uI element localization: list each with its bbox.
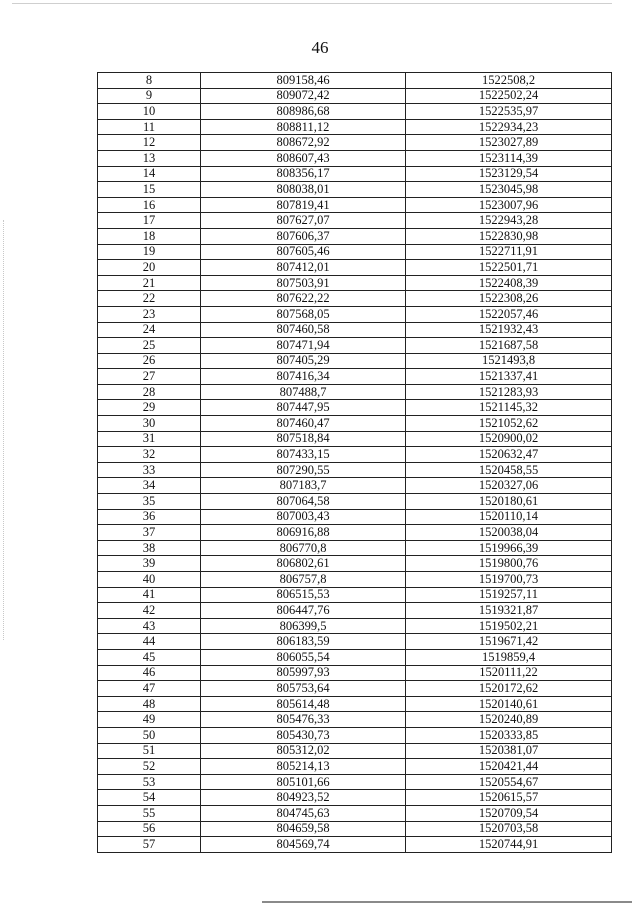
point-number-cell: 23	[98, 306, 201, 322]
x-coordinate-cell: 806802,61	[201, 556, 406, 572]
point-number-cell: 45	[98, 649, 201, 665]
x-coordinate-cell: 806183,59	[201, 634, 406, 650]
y-coordinate-cell: 1520111,22	[406, 665, 612, 681]
x-coordinate-cell: 807416,34	[201, 369, 406, 385]
table-row	[98, 774, 612, 790]
y-coordinate-cell: 1522501,71	[406, 260, 612, 276]
x-coordinate-cell: 807460,47	[201, 416, 406, 432]
x-coordinate-cell: 809158,46	[201, 73, 406, 89]
x-coordinate-cell: 807433,15	[201, 447, 406, 463]
x-coordinate-cell: 807518,84	[201, 431, 406, 447]
table-row	[98, 384, 612, 400]
x-coordinate-cell: 808356,17	[201, 166, 406, 182]
coordinates-table	[97, 72, 612, 853]
point-number-cell: 9	[98, 88, 201, 104]
point-number-cell: 49	[98, 712, 201, 728]
x-coordinate-cell: 805476,33	[201, 712, 406, 728]
x-coordinate-cell: 805614,48	[201, 696, 406, 712]
y-coordinate-cell: 1522535,97	[406, 104, 612, 120]
table-row	[98, 213, 612, 229]
point-number-cell: 55	[98, 805, 201, 821]
x-coordinate-cell: 806399,5	[201, 618, 406, 634]
table-row	[98, 509, 612, 525]
x-coordinate-cell: 805997,93	[201, 665, 406, 681]
y-coordinate-cell: 1519859,4	[406, 649, 612, 665]
table-row	[98, 805, 612, 821]
y-coordinate-cell: 1520333,85	[406, 727, 612, 743]
point-number-cell: 13	[98, 150, 201, 166]
y-coordinate-cell: 1521145,32	[406, 400, 612, 416]
point-number-cell: 37	[98, 525, 201, 541]
point-number-cell: 50	[98, 727, 201, 743]
x-coordinate-cell: 806055,54	[201, 649, 406, 665]
point-number-cell: 10	[98, 104, 201, 120]
point-number-cell: 26	[98, 353, 201, 369]
y-coordinate-cell: 1522502,24	[406, 88, 612, 104]
point-number-cell: 20	[98, 260, 201, 276]
point-number-cell: 30	[98, 416, 201, 432]
table-row	[98, 665, 612, 681]
x-coordinate-cell: 807606,37	[201, 228, 406, 244]
table-row	[98, 837, 612, 853]
x-coordinate-cell: 807064,58	[201, 494, 406, 510]
y-coordinate-cell: 1522943,28	[406, 213, 612, 229]
x-coordinate-cell: 805312,02	[201, 743, 406, 759]
table-row	[98, 150, 612, 166]
x-coordinate-cell: 807488,7	[201, 384, 406, 400]
table-row	[98, 369, 612, 385]
x-coordinate-cell: 807568,05	[201, 306, 406, 322]
table-row	[98, 416, 612, 432]
y-coordinate-cell: 1521337,41	[406, 369, 612, 385]
x-coordinate-cell: 806757,8	[201, 572, 406, 588]
point-number-cell: 54	[98, 790, 201, 806]
x-coordinate-cell: 805430,73	[201, 727, 406, 743]
y-coordinate-cell: 1520703,58	[406, 821, 612, 837]
y-coordinate-cell: 1520554,67	[406, 774, 612, 790]
x-coordinate-cell: 807471,94	[201, 338, 406, 354]
y-coordinate-cell: 1523129,54	[406, 166, 612, 182]
table-row	[98, 540, 612, 556]
y-coordinate-cell: 1519321,87	[406, 603, 612, 619]
table-row	[98, 275, 612, 291]
table-row	[98, 462, 612, 478]
point-number-cell: 43	[98, 618, 201, 634]
point-number-cell: 11	[98, 119, 201, 135]
point-number-cell: 22	[98, 291, 201, 307]
point-number-cell: 29	[98, 400, 201, 416]
point-number-cell: 19	[98, 244, 201, 260]
x-coordinate-cell: 807460,58	[201, 322, 406, 338]
x-coordinate-cell: 806770,8	[201, 540, 406, 556]
table-row	[98, 338, 612, 354]
x-coordinate-cell: 807183,7	[201, 478, 406, 494]
y-coordinate-cell: 1522508,2	[406, 73, 612, 89]
table-row	[98, 88, 612, 104]
x-coordinate-cell: 808038,01	[201, 182, 406, 198]
table-row	[98, 306, 612, 322]
point-number-cell: 15	[98, 182, 201, 198]
y-coordinate-cell: 1520421,44	[406, 759, 612, 775]
table-row	[98, 649, 612, 665]
point-number-cell: 53	[98, 774, 201, 790]
table-row	[98, 478, 612, 494]
y-coordinate-cell: 1523027,89	[406, 135, 612, 151]
coordinates-table-body	[98, 73, 612, 853]
table-row	[98, 244, 612, 260]
point-number-cell: 47	[98, 681, 201, 697]
y-coordinate-cell: 1519502,21	[406, 618, 612, 634]
table-row	[98, 618, 612, 634]
table-row	[98, 572, 612, 588]
table-row	[98, 556, 612, 572]
point-number-cell: 38	[98, 540, 201, 556]
point-number-cell: 18	[98, 228, 201, 244]
point-number-cell: 52	[98, 759, 201, 775]
y-coordinate-cell: 1521687,58	[406, 338, 612, 354]
x-coordinate-cell: 807622,22	[201, 291, 406, 307]
point-number-cell: 41	[98, 587, 201, 603]
point-number-cell: 32	[98, 447, 201, 463]
y-coordinate-cell: 1523007,96	[406, 197, 612, 213]
table-row	[98, 603, 612, 619]
x-coordinate-cell: 805753,64	[201, 681, 406, 697]
table-row	[98, 681, 612, 697]
y-coordinate-cell: 1520172,62	[406, 681, 612, 697]
y-coordinate-cell: 1520744,91	[406, 837, 612, 853]
table-row	[98, 743, 612, 759]
x-coordinate-cell: 808986,68	[201, 104, 406, 120]
point-number-cell: 56	[98, 821, 201, 837]
point-number-cell: 40	[98, 572, 201, 588]
table-row	[98, 634, 612, 650]
left-margin-dots	[3, 220, 4, 640]
table-row	[98, 73, 612, 89]
y-coordinate-cell: 1520709,54	[406, 805, 612, 821]
y-coordinate-cell: 1522830,98	[406, 228, 612, 244]
x-coordinate-cell: 807412,01	[201, 260, 406, 276]
point-number-cell: 34	[98, 478, 201, 494]
table-row	[98, 135, 612, 151]
point-number-cell: 39	[98, 556, 201, 572]
table-row	[98, 400, 612, 416]
x-coordinate-cell: 807003,43	[201, 509, 406, 525]
y-coordinate-cell: 1522408,39	[406, 275, 612, 291]
y-coordinate-cell: 1520240,89	[406, 712, 612, 728]
y-coordinate-cell: 1523114,39	[406, 150, 612, 166]
y-coordinate-cell: 1519966,39	[406, 540, 612, 556]
y-coordinate-cell: 1523045,98	[406, 182, 612, 198]
y-coordinate-cell: 1520458,55	[406, 462, 612, 478]
x-coordinate-cell: 807627,07	[201, 213, 406, 229]
x-coordinate-cell: 807819,41	[201, 197, 406, 213]
point-number-cell: 25	[98, 338, 201, 354]
point-number-cell: 21	[98, 275, 201, 291]
point-number-cell: 17	[98, 213, 201, 229]
point-number-cell: 48	[98, 696, 201, 712]
y-coordinate-cell: 1520180,61	[406, 494, 612, 510]
point-number-cell: 16	[98, 197, 201, 213]
y-coordinate-cell: 1521493,8	[406, 353, 612, 369]
y-coordinate-cell: 1522711,91	[406, 244, 612, 260]
y-coordinate-cell: 1520900,02	[406, 431, 612, 447]
y-coordinate-cell: 1520140,61	[406, 696, 612, 712]
table-row	[98, 759, 612, 775]
top-edge-line	[12, 3, 612, 4]
x-coordinate-cell: 807290,55	[201, 462, 406, 478]
table-row	[98, 727, 612, 743]
point-number-cell: 28	[98, 384, 201, 400]
table-row	[98, 322, 612, 338]
table-row	[98, 696, 612, 712]
y-coordinate-cell: 1520615,57	[406, 790, 612, 806]
table-row	[98, 291, 612, 307]
table-row	[98, 260, 612, 276]
table-row	[98, 447, 612, 463]
table-row	[98, 431, 612, 447]
y-coordinate-cell: 1519257,11	[406, 587, 612, 603]
x-coordinate-cell: 805101,66	[201, 774, 406, 790]
table-row	[98, 587, 612, 603]
table-row	[98, 228, 612, 244]
x-coordinate-cell: 804659,58	[201, 821, 406, 837]
point-number-cell: 57	[98, 837, 201, 853]
y-coordinate-cell: 1522934,23	[406, 119, 612, 135]
table-row	[98, 494, 612, 510]
point-number-cell: 42	[98, 603, 201, 619]
point-number-cell: 46	[98, 665, 201, 681]
y-coordinate-cell: 1522057,46	[406, 306, 612, 322]
table-row	[98, 712, 612, 728]
table-row	[98, 353, 612, 369]
y-coordinate-cell: 1520038,04	[406, 525, 612, 541]
point-number-cell: 27	[98, 369, 201, 385]
table-row	[98, 166, 612, 182]
x-coordinate-cell: 806447,76	[201, 603, 406, 619]
x-coordinate-cell: 807605,46	[201, 244, 406, 260]
x-coordinate-cell: 804923,52	[201, 790, 406, 806]
y-coordinate-cell: 1520327,06	[406, 478, 612, 494]
point-number-cell: 12	[98, 135, 201, 151]
x-coordinate-cell: 804745,63	[201, 805, 406, 821]
y-coordinate-cell: 1519800,76	[406, 556, 612, 572]
table-row	[98, 182, 612, 198]
table-row	[98, 197, 612, 213]
bottom-edge-line	[262, 901, 632, 903]
y-coordinate-cell: 1521283,93	[406, 384, 612, 400]
y-coordinate-cell: 1522308,26	[406, 291, 612, 307]
table-row	[98, 119, 612, 135]
y-coordinate-cell: 1520110,14	[406, 509, 612, 525]
y-coordinate-cell: 1520381,07	[406, 743, 612, 759]
point-number-cell: 36	[98, 509, 201, 525]
point-number-cell: 35	[98, 494, 201, 510]
point-number-cell: 8	[98, 73, 201, 89]
point-number-cell: 31	[98, 431, 201, 447]
x-coordinate-cell: 807447,95	[201, 400, 406, 416]
point-number-cell: 24	[98, 322, 201, 338]
x-coordinate-cell: 805214,13	[201, 759, 406, 775]
y-coordinate-cell: 1519700,73	[406, 572, 612, 588]
point-number-cell: 44	[98, 634, 201, 650]
point-number-cell: 14	[98, 166, 201, 182]
y-coordinate-cell: 1521052,62	[406, 416, 612, 432]
y-coordinate-cell: 1520632,47	[406, 447, 612, 463]
x-coordinate-cell: 808672,92	[201, 135, 406, 151]
y-coordinate-cell: 1519671,42	[406, 634, 612, 650]
table-row	[98, 821, 612, 837]
x-coordinate-cell: 807405,29	[201, 353, 406, 369]
x-coordinate-cell: 808607,43	[201, 150, 406, 166]
page-number: 46	[311, 38, 329, 57]
point-number-cell: 51	[98, 743, 201, 759]
point-number-cell: 33	[98, 462, 201, 478]
x-coordinate-cell: 806515,53	[201, 587, 406, 603]
table-row	[98, 790, 612, 806]
x-coordinate-cell: 806916,88	[201, 525, 406, 541]
x-coordinate-cell: 807503,91	[201, 275, 406, 291]
x-coordinate-cell: 804569,74	[201, 837, 406, 853]
y-coordinate-cell: 1521932,43	[406, 322, 612, 338]
table-row	[98, 104, 612, 120]
table-row	[98, 525, 612, 541]
x-coordinate-cell: 809072,42	[201, 88, 406, 104]
x-coordinate-cell: 808811,12	[201, 119, 406, 135]
